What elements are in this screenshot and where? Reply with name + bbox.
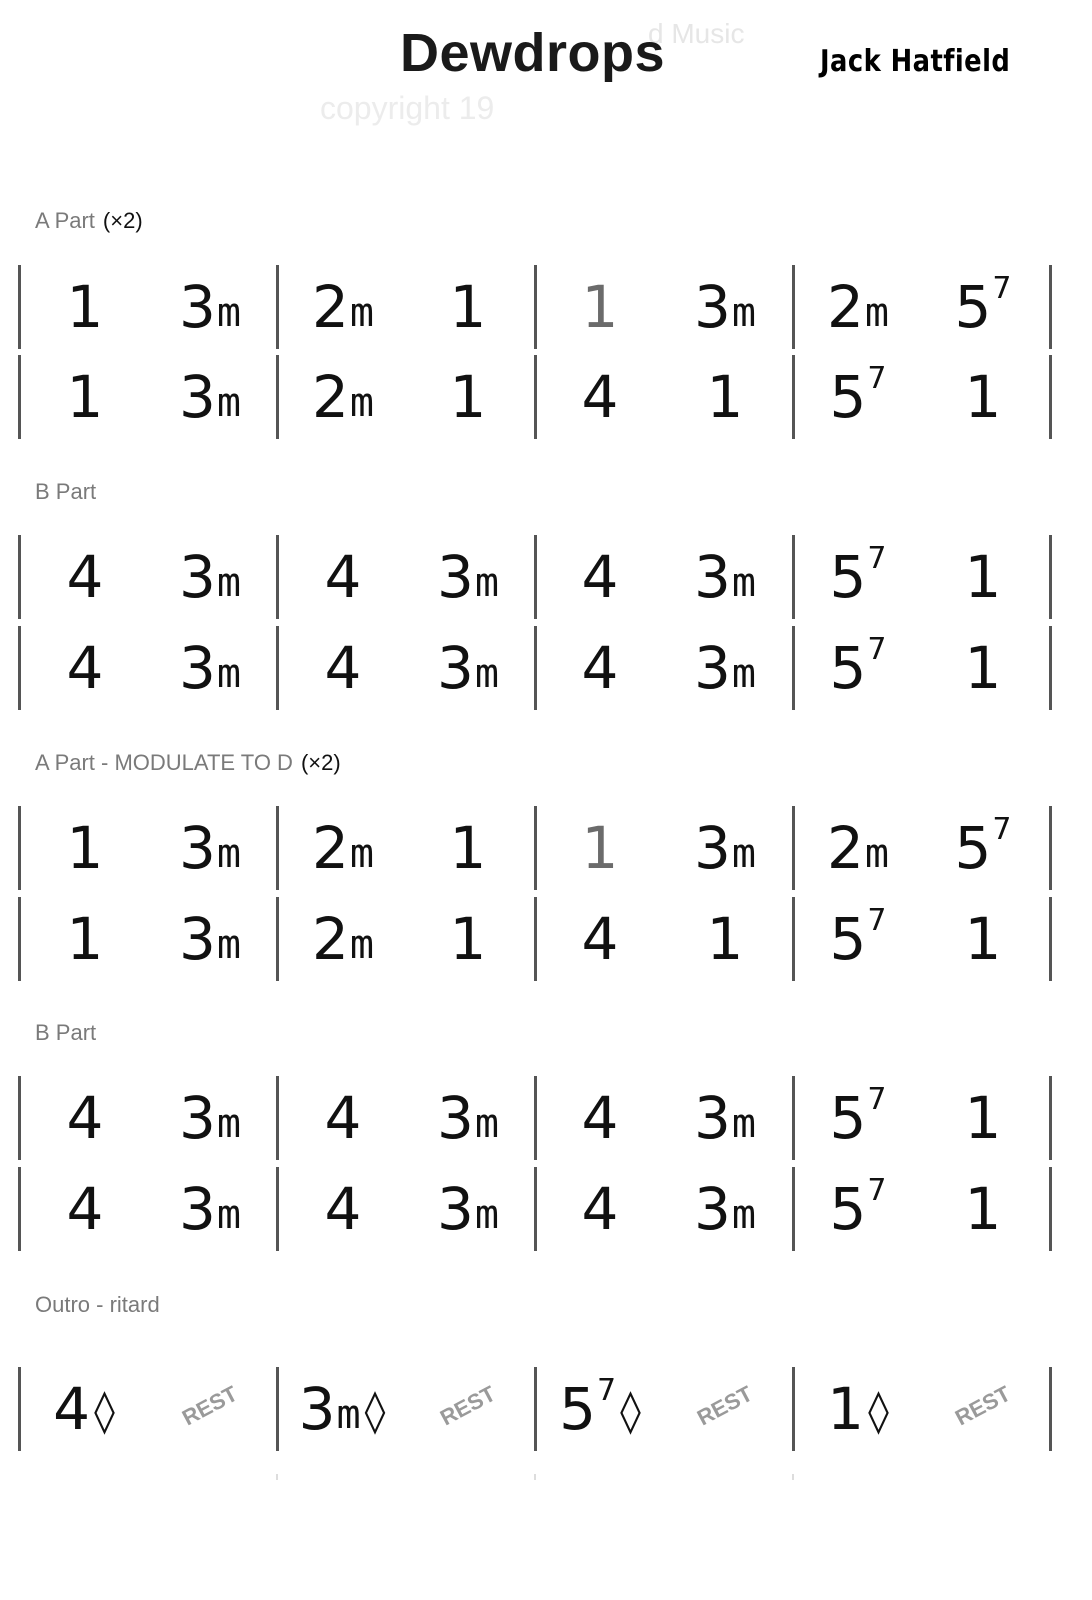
chord-symbol <box>913 535 1053 619</box>
chord-row <box>0 897 1092 981</box>
chord-degree: 2 <box>312 905 349 973</box>
chord-degree: 4 <box>66 634 104 702</box>
chord-symbol <box>15 1167 155 1251</box>
chord-quality: m <box>731 651 756 697</box>
chord-symbol <box>530 535 670 619</box>
chord-degree: 1 <box>449 905 487 973</box>
chord-quality: m <box>731 831 756 877</box>
chord-symbol <box>140 355 280 439</box>
chord-degree: 3 <box>694 543 731 611</box>
chord-symbol <box>398 535 538 619</box>
chord-row <box>0 1076 1092 1160</box>
chord-symbol <box>913 897 1053 981</box>
section-label <box>35 208 143 234</box>
barline <box>1049 1367 1052 1451</box>
faded-publisher-text: d Music <box>648 18 745 49</box>
chord-degree: 4 <box>581 543 619 611</box>
rest-marker: REST <box>692 1380 757 1431</box>
chord-symbol <box>788 1367 928 1451</box>
chord-quality: m <box>349 380 374 426</box>
chord-degree: 3 <box>179 634 216 702</box>
chord-symbol <box>655 1167 795 1251</box>
chord-symbol <box>655 355 795 439</box>
chord-degree: 1 <box>706 363 744 431</box>
chord-degree: 5 <box>559 1375 597 1443</box>
chord-degree: 3 <box>437 1084 474 1152</box>
chord-quality: m <box>864 290 889 336</box>
fermata-diamond-icon: ◊ <box>364 1386 386 1435</box>
chord-symbol <box>913 806 1053 890</box>
chord-degree: 5 <box>829 1175 867 1243</box>
chord-quality: m <box>216 651 241 697</box>
chord-degree: 5 <box>829 363 867 431</box>
faint-tick <box>276 1474 278 1480</box>
chord-degree: 4 <box>66 543 104 611</box>
chord-degree: 3 <box>179 543 216 611</box>
chord-symbol <box>655 897 795 981</box>
chord-degree: 3 <box>179 363 216 431</box>
chord-symbol <box>273 265 413 349</box>
chord-degree: 5 <box>829 905 867 973</box>
chord-degree: 1 <box>66 814 104 882</box>
chord-symbol <box>913 626 1053 710</box>
rest-marker: REST <box>177 1380 242 1431</box>
chart-header <box>0 0 1092 140</box>
chord-symbol <box>14 1367 154 1451</box>
chord-symbol <box>15 535 155 619</box>
chord-degree: 1 <box>964 1084 1002 1152</box>
chord-symbol <box>140 1167 280 1251</box>
chord-symbol <box>273 806 413 890</box>
fermata-diamond-icon: ◊ <box>868 1386 889 1435</box>
chord-symbol <box>530 1167 670 1251</box>
chord-degree: 4 <box>66 1175 104 1243</box>
chord-symbol <box>140 535 280 619</box>
chord-extension: 7 <box>867 1082 887 1117</box>
chord-quality: m <box>216 560 241 606</box>
chord-quality: m <box>216 922 241 968</box>
chord-degree: 4 <box>581 1084 619 1152</box>
chord-symbol <box>655 1076 795 1160</box>
chord-symbol <box>655 626 795 710</box>
chord-quality: m <box>864 831 889 877</box>
chord-quality: m <box>731 1101 756 1147</box>
chord-extension: 7 <box>992 271 1012 306</box>
chord-symbol <box>788 806 928 890</box>
chord-symbol <box>140 265 280 349</box>
chord-symbol <box>655 265 795 349</box>
chord-degree: 3 <box>179 814 216 882</box>
chord-row <box>0 806 1092 890</box>
chord-degree: 3 <box>694 1084 731 1152</box>
chord-symbol <box>140 626 280 710</box>
chord-degree: 3 <box>437 634 474 702</box>
chord-degree: 1 <box>449 363 487 431</box>
chord-degree: 4 <box>581 1175 619 1243</box>
chord-symbol <box>788 897 928 981</box>
chord-quality: m <box>216 290 241 336</box>
chord-symbol <box>530 1367 670 1451</box>
chord-degree: 4 <box>581 634 619 702</box>
chord-symbol <box>530 265 670 349</box>
chord-degree: 1 <box>449 273 487 341</box>
chord-symbol <box>530 897 670 981</box>
section-label-text: B Part <box>35 1020 97 1045</box>
chord-row <box>0 535 1092 619</box>
chord-symbol <box>788 535 928 619</box>
chord-symbol <box>273 535 413 619</box>
chord-symbol <box>398 1167 538 1251</box>
section-label-text: A Part - MODULATE TO D <box>35 750 293 775</box>
chord-row <box>0 1167 1092 1251</box>
repeat-marker: (×2) <box>300 750 341 775</box>
chord-quality: m <box>474 651 499 697</box>
repeat-marker: (×2) <box>102 208 143 233</box>
chord-row <box>0 265 1092 349</box>
chord-symbol <box>788 626 928 710</box>
chord-extension: 7 <box>867 361 887 396</box>
chord-degree: 1 <box>964 634 1002 702</box>
chord-symbol <box>913 1076 1053 1160</box>
chord-symbol <box>272 1367 412 1451</box>
chord-symbol <box>273 1167 413 1251</box>
chord-degree: 1 <box>581 273 619 341</box>
section-label <box>35 1292 160 1318</box>
section-label-text: A Part <box>35 208 95 233</box>
chord-symbol <box>398 1076 538 1160</box>
section-label <box>35 1020 96 1046</box>
chord-symbol <box>530 626 670 710</box>
chord-symbol <box>273 626 413 710</box>
chord-degree: 5 <box>954 814 992 882</box>
chord-degree: 4 <box>66 1084 104 1152</box>
chord-degree: 3 <box>179 1175 216 1243</box>
song-title: Dewdrops <box>400 23 666 83</box>
chord-degree: 4 <box>324 1084 362 1152</box>
chord-quality: m <box>474 1101 499 1147</box>
chord-quality: m <box>216 1101 241 1147</box>
chord-symbol <box>530 806 670 890</box>
chord-degree: 1 <box>706 905 744 973</box>
chord-extension: 7 <box>597 1373 617 1408</box>
chord-symbol <box>273 355 413 439</box>
chord-degree: 2 <box>312 273 349 341</box>
chord-extension: 7 <box>867 632 887 667</box>
chord-symbol <box>15 626 155 710</box>
chord-symbol <box>913 1167 1053 1251</box>
section-label <box>35 750 341 776</box>
chord-quality: m <box>216 1192 241 1238</box>
chord-quality: m <box>474 560 499 606</box>
chord-degree: 4 <box>324 543 362 611</box>
chord-degree: 3 <box>179 1084 216 1152</box>
chord-symbol <box>788 355 928 439</box>
chord-extension: 7 <box>992 812 1012 847</box>
composer-name: Jack Hatfield <box>820 44 1011 79</box>
chord-symbol <box>398 897 538 981</box>
chord-symbol <box>273 897 413 981</box>
chord-degree: 3 <box>694 634 731 702</box>
chord-degree: 4 <box>581 905 619 973</box>
chord-symbol <box>15 265 155 349</box>
chord-symbol <box>530 355 670 439</box>
chord-degree: 3 <box>437 1175 474 1243</box>
chord-symbol <box>15 355 155 439</box>
chord-quality: m <box>731 290 756 336</box>
chord-degree: 2 <box>827 273 864 341</box>
chord-quality: m <box>216 831 241 877</box>
chord-degree: 3 <box>179 273 216 341</box>
chord-symbol <box>273 1076 413 1160</box>
chord-quality: m <box>731 1192 756 1238</box>
chord-symbol <box>913 355 1053 439</box>
chord-quality: m <box>216 380 241 426</box>
chord-quality: m <box>349 922 374 968</box>
fermata-diamond-icon: ◊ <box>94 1386 115 1435</box>
chord-degree: 1 <box>66 273 104 341</box>
chord-degree: 5 <box>829 1084 867 1152</box>
chord-degree: 1 <box>449 814 487 882</box>
chord-symbol <box>655 806 795 890</box>
chord-row <box>0 355 1092 439</box>
faint-tick <box>792 1474 794 1480</box>
chord-degree: 1 <box>964 905 1002 973</box>
chord-symbol <box>15 1076 155 1160</box>
chord-symbol <box>398 806 538 890</box>
faded-copyright-text: copyright 19 <box>320 90 495 126</box>
chord-degree: 2 <box>827 814 864 882</box>
section-label-text: B Part <box>35 479 97 504</box>
chord-quality: m <box>731 560 756 606</box>
section-label-text: Outro - ritard <box>35 1292 160 1317</box>
chord-row <box>0 626 1092 710</box>
chord-symbol <box>140 806 280 890</box>
chord-symbol <box>655 535 795 619</box>
chord-symbol <box>398 265 538 349</box>
chord-degree: 1 <box>581 814 619 882</box>
chord-degree: 1 <box>66 363 104 431</box>
fermata-diamond-icon: ◊ <box>620 1386 641 1435</box>
chord-quality: m <box>349 290 374 336</box>
chord-degree: 5 <box>954 273 992 341</box>
chord-degree: 3 <box>179 905 216 973</box>
chord-degree: 2 <box>312 814 349 882</box>
chord-extension: 7 <box>867 1173 887 1208</box>
chord-degree: 4 <box>581 363 619 431</box>
chord-symbol <box>398 355 538 439</box>
chord-degree: 5 <box>829 543 867 611</box>
chord-degree: 1 <box>964 543 1002 611</box>
chord-degree: 1 <box>964 1175 1002 1243</box>
chord-symbol <box>398 626 538 710</box>
chord-quality: m <box>474 1192 499 1238</box>
chord-degree: 3 <box>694 273 731 341</box>
chord-extension: 7 <box>867 541 887 576</box>
chord-degree: 5 <box>829 634 867 702</box>
chord-degree: 4 <box>324 634 362 702</box>
chord-quality: m <box>336 1392 361 1438</box>
chord-extension: 7 <box>867 903 887 938</box>
chord-symbol <box>15 897 155 981</box>
chord-symbol <box>140 1076 280 1160</box>
chord-degree: 2 <box>312 363 349 431</box>
chord-symbol <box>788 265 928 349</box>
chord-degree: 3 <box>298 1375 336 1443</box>
chord-symbol <box>530 1076 670 1160</box>
chord-symbol <box>788 1076 928 1160</box>
chord-row <box>0 1367 1092 1451</box>
chord-degree: 4 <box>324 1175 362 1243</box>
chord-quality: m <box>349 831 374 877</box>
rest-marker: REST <box>435 1380 500 1431</box>
chord-symbol <box>15 806 155 890</box>
chord-symbol <box>140 897 280 981</box>
chord-degree: 1 <box>964 363 1002 431</box>
chord-degree: 1 <box>66 905 104 973</box>
rest-marker: REST <box>950 1380 1015 1431</box>
chord-symbol <box>913 265 1053 349</box>
chord-degree: 3 <box>694 1175 731 1243</box>
chord-degree: 1 <box>827 1375 865 1443</box>
chord-degree: 3 <box>437 543 474 611</box>
chord-degree: 3 <box>694 814 731 882</box>
faint-tick <box>534 1474 536 1480</box>
section-label <box>35 479 96 505</box>
chord-symbol <box>788 1167 928 1251</box>
chord-degree: 4 <box>53 1375 91 1443</box>
